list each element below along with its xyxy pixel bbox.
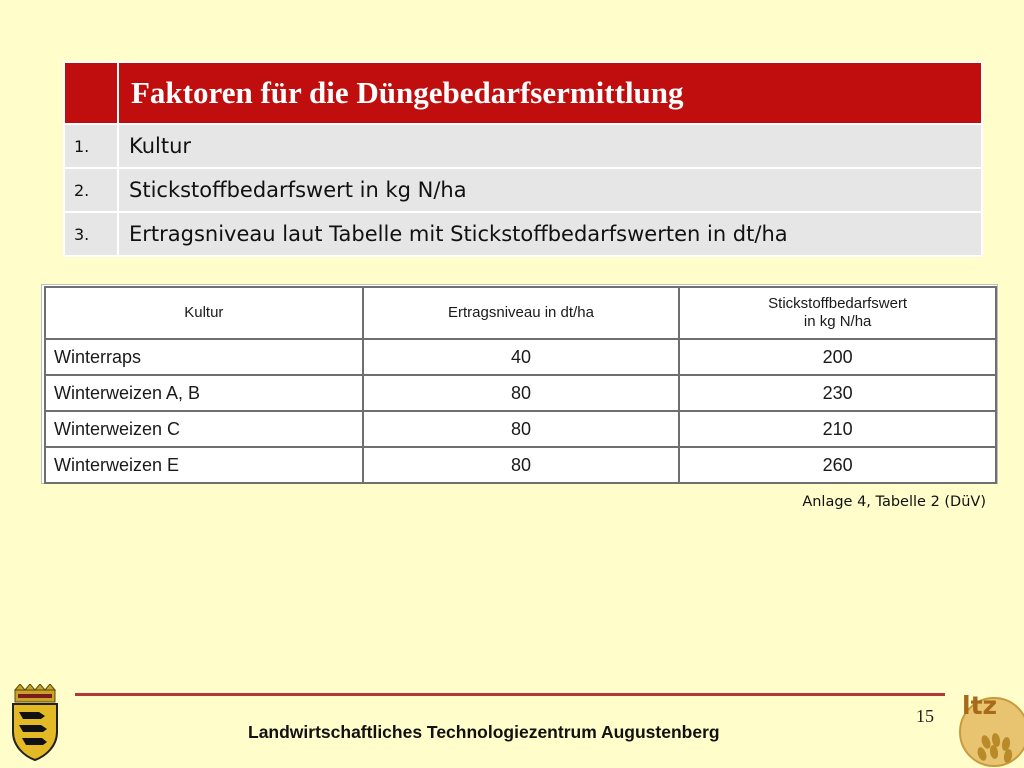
- column-header-stickstoff-line2: in kg N/ha: [803, 313, 872, 330]
- factor-text: Kultur: [118, 124, 982, 168]
- factor-number: 3.: [64, 212, 118, 256]
- stickstoff-cell: 260: [679, 447, 996, 483]
- table-caption: Anlage 4, Tabelle 2 (DüV): [802, 494, 986, 510]
- table-row: [45, 375, 996, 411]
- kultur-cell: Winterraps: [45, 339, 363, 375]
- factors-table-title: Faktoren für die Düngebedarfsermittlung: [118, 62, 982, 124]
- organization-name: Landwirtschaftliches Technologiezentrum Augustenberg: [248, 722, 720, 742]
- kultur-cell: Winterweizen A, B: [45, 375, 363, 411]
- svg-text:ltz: ltz: [962, 691, 998, 720]
- column-header-stickstoff-line1: Stickstoffbedarfswert: [768, 295, 908, 312]
- header-number-cell: [64, 62, 118, 124]
- table-row: [45, 411, 996, 447]
- factor-text: Ertragsniveau laut Tabelle mit Stickstoffbedarfswerten in dt/ha: [118, 212, 982, 256]
- factors-table: [63, 61, 983, 257]
- ertrag-cell: 40: [363, 339, 680, 375]
- ertrag-cell: 80: [363, 411, 680, 447]
- table-row: [45, 447, 996, 483]
- data-table-image: [41, 284, 998, 484]
- column-header-stickstoff: [679, 287, 996, 339]
- factors-table-header: [64, 62, 982, 124]
- factors-row: [64, 212, 982, 256]
- factors-row: [64, 124, 982, 168]
- table-row: [45, 339, 996, 375]
- ertrag-cell: 80: [363, 447, 680, 483]
- factor-text: Stickstoffbedarfswert in kg N/ha: [118, 168, 982, 212]
- column-header-kultur: Kultur: [45, 287, 363, 339]
- data-table-header: [45, 287, 996, 339]
- footer-divider: [75, 693, 945, 696]
- column-header-ertrag: Ertragsniveau in dt/ha: [363, 287, 680, 339]
- stickstoff-cell: 210: [679, 411, 996, 447]
- page-number: 15: [916, 706, 934, 726]
- stickstoff-cell: 230: [679, 375, 996, 411]
- data-table: [44, 286, 997, 484]
- ltz-logo-icon: [946, 684, 1024, 768]
- factor-number: 2.: [64, 168, 118, 212]
- factor-number: 1.: [64, 124, 118, 168]
- ertrag-cell: 80: [363, 375, 680, 411]
- kultur-cell: Winterweizen C: [45, 411, 363, 447]
- stickstoff-cell: 200: [679, 339, 996, 375]
- kultur-cell: Winterweizen E: [45, 447, 363, 483]
- factors-row: [64, 168, 982, 212]
- coat-of-arms-icon: [6, 684, 64, 762]
